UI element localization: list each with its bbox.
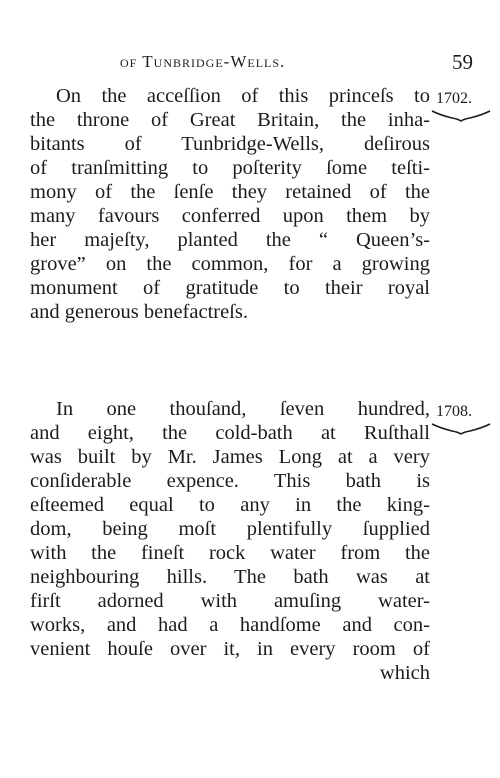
text-line: many favours conferred upon them by — [30, 205, 430, 227]
text-line: her majeſty, planted the “ Queen’s- — [30, 229, 430, 251]
text-line: bitants of Tunbridge-Wells, deſirous — [30, 133, 430, 155]
page-number: 59 — [452, 50, 473, 74]
text-line: firſt adorned with amuſing water- — [30, 590, 430, 612]
text-line: and eight, the cold-bath at Ruſthall — [30, 422, 430, 444]
margin-year: 1708. — [436, 403, 472, 420]
text-line: monument of gratitude to their royal — [30, 277, 430, 299]
paragraph-2 — [30, 397, 430, 685]
text-line: On the acceſſion of this princeſs to — [56, 85, 430, 107]
text-line: was built by Mr. James Long at a very — [30, 446, 430, 468]
brace-icon — [430, 108, 492, 122]
paragraph-1 — [30, 84, 430, 324]
text-line: eſteemed equal to any in the king- — [30, 494, 430, 516]
margin-note-1 — [436, 90, 496, 122]
text-line: grove” on the common, for a growing — [30, 253, 430, 275]
text-line: neighbouring hills. The bath was at — [30, 566, 430, 588]
text-line: mony of the ſenſe they retained of the — [30, 181, 430, 203]
margin-note-2 — [436, 403, 496, 435]
brace-icon — [430, 421, 492, 435]
text-line: of tranſmitting to poſterity ſome teſti- — [30, 157, 430, 179]
catchword: which — [379, 662, 430, 684]
running-head: of Tunbridge-Wells. — [120, 52, 286, 71]
text-line: In one thouſand, ſeven hundred, — [56, 398, 430, 420]
text-line: conſiderable expence. This bath is — [30, 470, 430, 492]
text-line: and generous benefactreſs. — [30, 301, 248, 323]
text-line: with the fineſt rock water from the — [30, 542, 430, 564]
text-line: the throne of Great Britain, the inha- — [30, 109, 430, 131]
text-line: venient houſe over it, in every room of — [30, 638, 430, 660]
margin-year: 1702. — [436, 90, 472, 107]
text-line: works, and had a handſome and con- — [30, 614, 430, 636]
text-line: dom, being moſt plentifully ſupplied — [30, 518, 430, 540]
